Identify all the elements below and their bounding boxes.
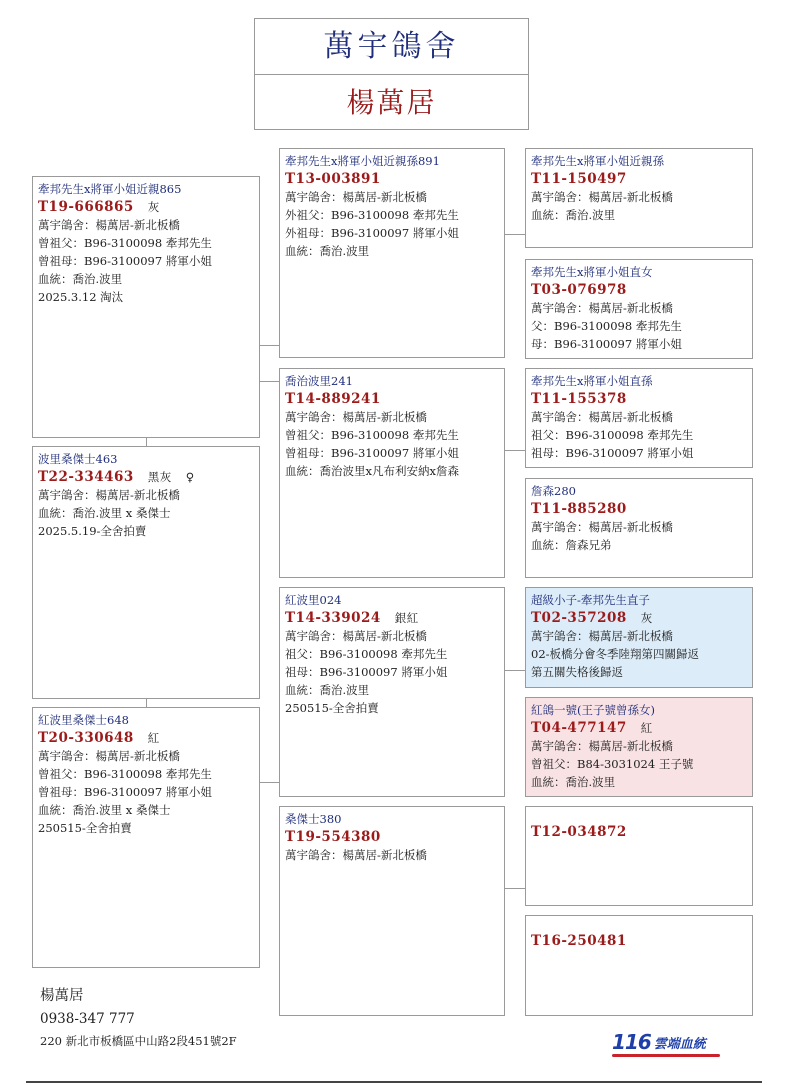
female-icon: ♀ (185, 470, 195, 484)
ring-number: T02-357208 灰 (531, 610, 653, 626)
connector (259, 345, 280, 346)
info-line: 曾祖母：B96-3100097 將軍小姐 (285, 446, 459, 460)
grandparent-card-4 (525, 478, 753, 578)
ring-number: T14-339024 銀紅 (285, 610, 419, 626)
info-line: 母：B96-3100097 將軍小姐 (531, 337, 682, 351)
info-line: 血統：喬治波里x凡布利安納x詹森 (285, 464, 459, 478)
pigeon-name: 桑傑士380 (285, 812, 342, 826)
info-line: 02-板橋分會冬季陸翔第四關歸返 (531, 647, 700, 661)
info-line: 曾祖父：B96-3100098 牽邦先生 (38, 236, 212, 250)
info-line: 萬宇鴿舍：楊萬居-新北板橋 (531, 301, 673, 315)
grandparent-card-1 (525, 148, 753, 248)
info-line: 曾祖父：B84-3031024 王子號 (531, 757, 694, 771)
bottom-divider (26, 1081, 762, 1083)
pigeon-name: 牽邦先生x將軍小姐近親865 (38, 182, 182, 196)
cloud-pedigree-logo (612, 1030, 706, 1054)
info-line: 血統：喬治.波里 (38, 272, 123, 286)
pigeon-name: 波里桑傑士463 (38, 452, 118, 466)
ring-number: T19-554380 (285, 829, 381, 845)
connector (504, 670, 526, 671)
info-line: 250515-全舍拍賣 (38, 821, 132, 835)
logo-swoosh (612, 1054, 720, 1057)
info-line: 萬宇鴿舍：楊萬居-新北板橋 (38, 749, 180, 763)
info-line: 祖母：B96-3100097 將軍小姐 (285, 665, 448, 679)
parent-card-1 (279, 148, 505, 358)
info-line: 曾祖父：B96-3100098 牽邦先生 (38, 767, 212, 781)
owner-name: 楊萬居 (346, 86, 437, 119)
pigeon-color: 銀紅 (394, 611, 419, 625)
pigeon-name: 紅波里024 (285, 593, 342, 607)
ring-number: T12-034872 (531, 824, 627, 840)
connector (259, 381, 280, 382)
grandparent-card-7 (525, 806, 753, 906)
subject-pigeon-card (32, 176, 260, 438)
info-line: 祖母：B96-3100097 將軍小姐 (531, 446, 694, 460)
loft-name: 萬宇鴿舍 (255, 19, 528, 75)
grandparent-card-8 (525, 915, 753, 1016)
pigeon-name: 超級小子-牽邦先生直子 (531, 593, 650, 607)
info-line: 血統：詹森兄弟 (531, 538, 612, 552)
ring-number: T11-155378 (531, 391, 627, 407)
pigeon-color: 黑灰 (147, 470, 172, 484)
pigeon-color: 灰 (147, 200, 160, 214)
connector (259, 782, 280, 783)
connector (515, 234, 516, 235)
info-line: 萬宇鴿舍：楊萬居-新北板橋 (38, 218, 180, 232)
info-line: 萬宇鴿舍：楊萬居-新北板橋 (285, 848, 427, 862)
pigeon-name: 喬治波里241 (285, 374, 353, 388)
footer-phone: 0938-347 777 (40, 1011, 135, 1027)
owner-contact (40, 984, 237, 1049)
footer-address: 220 新北市板橋區中山路2段451號2F (40, 1034, 237, 1048)
info-line: 外祖父：B96-3100098 牽邦先生 (285, 208, 459, 222)
info-line: 曾祖母：B96-3100097 將軍小姐 (38, 254, 212, 268)
info-line: 外祖母：B96-3100097 將軍小姐 (285, 226, 459, 240)
ring-number: T03-076978 (531, 282, 627, 298)
info-line: 萬宇鴿舍：楊萬居-新北板橋 (531, 410, 673, 424)
info-line: 萬宇鴿舍：楊萬居-新北板橋 (38, 488, 180, 502)
info-line: 萬宇鴿舍：楊萬居-新北板橋 (531, 629, 673, 643)
info-line: 萬宇鴿舍：楊萬居-新北板橋 (285, 190, 427, 204)
pigeon-color: 灰 (640, 611, 653, 625)
info-line: 萬宇鴿舍：楊萬居-新北板橋 (285, 410, 427, 424)
info-line: 祖父：B96-3100098 牽邦先生 (531, 428, 694, 442)
ring-number: T20-330648 紅 (38, 730, 160, 746)
ring-number: T04-477147 紅 (531, 720, 653, 736)
ring-number: T13-003891 (285, 171, 381, 187)
info-line: 血統：喬治.波里 (531, 775, 616, 789)
info-line: 血統：喬治.波里 x 桑傑士 (38, 803, 171, 817)
info-line: 第五關失格後歸返 (531, 665, 623, 679)
pigeon-name: 紅鴿一號(王子號曾孫女) (531, 703, 655, 717)
grandparent-card-5 (525, 587, 753, 688)
info-line: 萬宇鴿舍：楊萬居-新北板橋 (531, 190, 673, 204)
pigeon-name: 牽邦先生x將軍小姐近親孫 (531, 154, 664, 168)
pigeon-color: 紅 (147, 731, 160, 745)
ring-number: T19-666865 灰 (38, 199, 160, 215)
info-line: 祖父：B96-3100098 牽邦先生 (285, 647, 448, 661)
ring-number: T16-250481 (531, 933, 627, 949)
pigeon-name: 牽邦先生x將軍小姐近親孫891 (285, 154, 440, 168)
info-line: 曾祖父：B96-3100098 牽邦先生 (285, 428, 459, 442)
logo-number: 116 (612, 1030, 651, 1054)
pigeon-color: 紅 (640, 721, 653, 735)
logo-text: 雲端血統 (653, 1037, 706, 1052)
info-line: 曾祖母：B96-3100097 將軍小姐 (38, 785, 212, 799)
info-line: 血統：喬治.波里 (285, 683, 370, 697)
info-line: 血統：喬治.波里 x 桑傑士 (38, 506, 171, 520)
grandparent-card-3 (525, 368, 753, 468)
pigeon-name: 紅波里桑傑士648 (38, 713, 129, 727)
info-line: 萬宇鴿舍：楊萬居-新北板橋 (285, 629, 427, 643)
connector (504, 450, 526, 451)
pedigree-header (254, 18, 529, 130)
ring-number: T11-885280 (531, 501, 627, 517)
pigeon-name: 詹森280 (531, 484, 576, 498)
info-line: 血統：喬治.波里 (531, 208, 616, 222)
grandparent-card-2 (525, 259, 753, 359)
grandparent-card-6 (525, 697, 753, 797)
info-line: 2025.3.12 淘汰 (38, 290, 124, 304)
info-line: 父：B96-3100098 牽邦先生 (531, 319, 682, 333)
info-line: 萬宇鴿舍：楊萬居-新北板橋 (531, 739, 673, 753)
info-line: 血統：喬治.波里 (285, 244, 370, 258)
info-line: 250515-全舍拍賣 (285, 701, 379, 715)
connector (504, 888, 526, 889)
mate-card-2 (32, 707, 260, 968)
ring-number: T14-889241 (285, 391, 381, 407)
ring-number: T22-334463 黑灰 ♀ (38, 469, 195, 485)
info-line: 2025.5.19-全舍拍賣 (38, 524, 147, 538)
parent-card-4 (279, 806, 505, 1016)
parent-card-3 (279, 587, 505, 797)
ring-number: T11-150497 (531, 171, 627, 187)
pigeon-name: 牽邦先生x將軍小姐直孫 (531, 374, 653, 388)
parent-card-2 (279, 368, 505, 578)
mate-card-1 (32, 446, 260, 699)
footer-owner-name: 楊萬居 (40, 988, 84, 1004)
pigeon-name: 牽邦先生x將軍小姐直女 (531, 265, 653, 279)
info-line: 萬宇鴿舍：楊萬居-新北板橋 (531, 520, 673, 534)
